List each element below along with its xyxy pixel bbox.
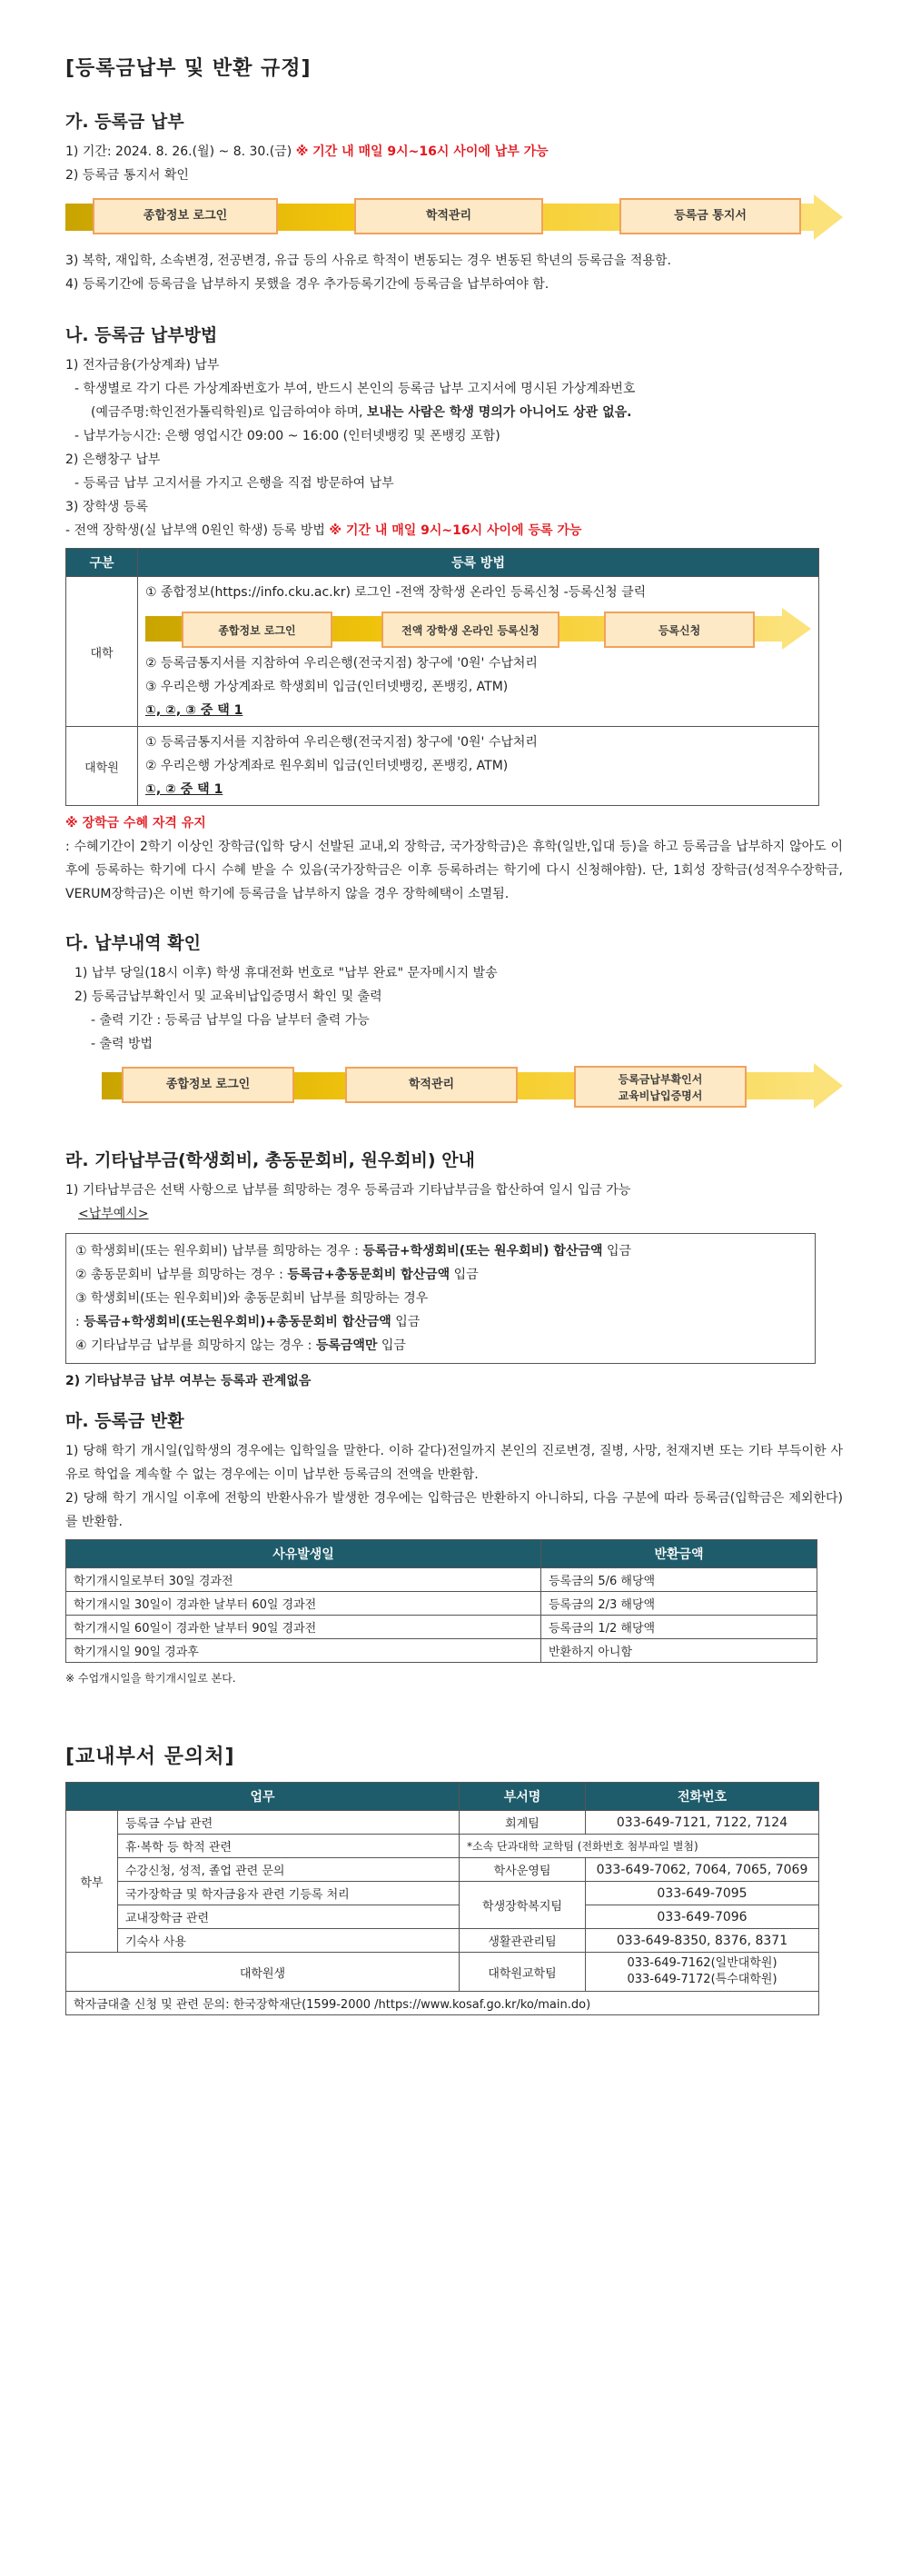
section-refund — [65, 1407, 843, 1690]
table-header: 사유발생일 — [66, 1540, 541, 1568]
table-row: 학부 등록금 수납 관련 회계팀 033-649-7121, 7122, 7124 — [66, 1811, 819, 1835]
table-row: 대학원생 대학원교학팀 033-649-7162(일반대학원) 033-649-7172(특수대학원) — [66, 1953, 819, 1992]
example-box: ① 학생회비(또는 원우회비) 납부를 희망하는 경우 : 등록금+학생회비(또는 원우회비) 합산금액 입금 ② 총동문회비 납부를 희망하는 경우 : 등록금+총동문회비 합산금액 입금 ③ 학생회비(또는 원우회비)와 총동문회비 납부를 희망하는 경우 : 등록금+학생회비(또는원우회비)+총동문회비 합산금액 입금 ④ 기타납부금 납부를 희망하지 않는 경우 : 등록금액만 입금 — [65, 1233, 816, 1364]
table-header: 전화번호 — [586, 1783, 819, 1811]
section-heading: 마. 등록금 반환 — [65, 1411, 184, 1431]
table-row: 교내장학금 관련 033-649-7096 — [66, 1905, 819, 1929]
list-item: 1) 전자금융(가상계좌) 납부 — [65, 358, 220, 373]
table-row: 학기개시일 60일이 경과한 날부터 90일 경과전 등록금의 1/2 해당액 — [66, 1616, 817, 1639]
scholarship-registration-table — [65, 548, 819, 806]
paragraph: 1) 당해 학기 개시일(입학생의 경우에는 입학일을 말한다. 이하 같다)전일까지 본인의 진로변경, 질병, 사망, 천재지변 또는 기타 부득이한 사유로 학업을 계속할 수 없는 경우에는 이미 납부한 등록금의 전액을 반환함. — [65, 1444, 843, 1482]
list-item: - 출력 방법 — [91, 1037, 153, 1051]
list-item: 4) 등록기간에 등록금을 납부하지 못했을 경우 추가등록기간에 등록금을 납부하여야 함. — [65, 277, 550, 292]
section-heading: 나. 등록금 납부방법 — [65, 325, 218, 345]
table-cell-text: ①, ② 중 택 1 — [145, 782, 223, 797]
refund-table — [65, 1539, 817, 1663]
table-header: 구분 — [66, 549, 138, 577]
table-cell-text: ② 우리은행 가상계좌로 원우회비 입금(인터넷뱅킹, 폰뱅킹, ATM) — [145, 759, 509, 773]
section-heading: 라. 기타납부금(학생회비, 총동문회비, 원우회비) 안내 — [65, 1150, 475, 1170]
flow-step: 학적관리 — [354, 198, 543, 234]
table-cell-text: ① 종합정보(https://info.cku.ac.kr) 로그인 -전액 장학생 온라인 등록신청 -등록신청 클릭 — [145, 585, 647, 600]
table-header: 부서명 — [460, 1783, 586, 1811]
table-cell-text: ② 등록금통지서를 지참하여 우리은행(전국지점) 창구에 '0원' 수납처리 — [145, 656, 538, 671]
list-item: 2) 은행창구 납부 — [65, 453, 161, 467]
table-row-label: 대학 — [66, 577, 138, 727]
flow-step: 전액 장학생 온라인 등록신청 — [381, 612, 559, 648]
list-item: 2) 등록금납부확인서 및 교육비납입증명서 확인 및 출력 — [74, 990, 382, 1004]
list-item: - 학생별로 각기 다른 가상계좌번호가 부여, 반드시 본인의 등록금 납부 고지서에 명시된 가상계좌번호 — [74, 382, 636, 396]
table-row: 국가장학금 및 학자금융자 관련 기등록 처리 학생장학복지팀 033-649-7095 — [66, 1882, 819, 1905]
table-row: 학기개시일 30일이 경과한 날부터 60일 경과전 등록금의 2/3 해당액 — [66, 1592, 817, 1616]
list-item: 3) 장학생 등록 — [65, 500, 148, 514]
table-header: 등록 방법 — [138, 549, 819, 577]
list-item: - 전액 장학생(실 납부액 0원인 학생) 등록 방법 ※ 기간 내 매일 9시~16시 사이에 등록 가능 — [65, 523, 582, 538]
flow-step: 등록금 통지서 — [619, 198, 801, 234]
contact-table — [65, 1782, 819, 2015]
list-item: 2) 기타납부금 납부 여부는 등록과 관계없음 — [65, 1374, 312, 1388]
flow-step: 등록신청 — [604, 612, 755, 648]
table-cell-text: ③ 우리은행 가상계좌로 학생회비 입금(인터넷뱅킹, 폰뱅킹, ATM) — [145, 680, 509, 694]
section-payment — [65, 108, 843, 296]
notice-flow-diagram — [65, 194, 843, 240]
example-label: <납부예시> — [78, 1207, 149, 1221]
group-label: 학부 — [66, 1811, 118, 1953]
notice-check: 2) 등록금 통지서 확인 — [65, 168, 189, 183]
table-cell-text: ①, ②, ③ 중 택 1 — [145, 703, 243, 718]
scholarship-flow-diagram — [145, 608, 811, 650]
flow-step: 종합정보 로그인 — [182, 612, 332, 648]
table-row: 기숙사 사용 생활관관리팀 033-649-8350, 8376, 8371 — [66, 1929, 819, 1953]
flow-step: 종합정보 로그인 — [122, 1067, 294, 1103]
contact-title: [교내부서 문의처] — [65, 1746, 235, 1768]
table-row: 학기개시일 90일 경과후 반환하지 아니함 — [66, 1639, 817, 1663]
table-cell-text: ① 등록금통지서를 지참하여 우리은행(전국지점) 창구에 '0원' 수납처리 — [145, 735, 538, 750]
payment-period: 1) 기간: 2024. 8. 26.(월) ~ 8. 30.(금) ※ 기간 내 매일 9시~16시 사이에 납부 가능 — [65, 144, 549, 159]
flow-step: 종합정보 로그인 — [93, 198, 278, 234]
list-item: 1) 납부 당일(18시 이후) 학생 휴대전화 번호로 "납부 완료" 문자메시지 발송 — [74, 966, 498, 980]
table-row — [66, 1992, 819, 2015]
scholarship-note-body: : 수혜기간이 2학기 이상인 장학금(입학 당시 선발된 교내,외 장학금, 국가장학금)은 휴학(일반,입대 등)을 하고 등록금을 납부하지 않아도 이후에 등록하는 학기에 다시 수혜 받을 수 있음(국가장학금은 이후 등록하려는 학기에 다시 신청해야함). 단, 1회성 장학금(성적우수장학금, VERUM장학금)은 이번 학기에 등록금을 납부하지 않을 경우 장학혜택이 소멸됨. — [65, 840, 843, 901]
list-item: - 출력 기간 : 등록금 납부일 다음 날부터 출력 가능 — [91, 1013, 370, 1028]
list-item: - 등록금 납부 고지서를 가지고 은행을 직접 방문하여 납부 — [74, 476, 394, 491]
section-payment-method — [65, 322, 843, 906]
list-item: (예금주명:학인전가톨릭학원)로 입금하여야 하며, 보내는 사람은 학생 명의가 아니어도 상관 없음. — [91, 405, 632, 420]
table-header: 업무 — [66, 1783, 460, 1811]
table-row: 학기개시일로부터 30일 경과전 등록금의 5/6 해당액 — [66, 1568, 817, 1592]
scholarship-note-title: ※ 장학금 수혜 자격 유지 — [65, 816, 206, 830]
section-heading: 다. 납부내역 확인 — [65, 933, 201, 953]
paragraph: 2) 당해 학기 개시일 이후에 전항의 반환사유가 발생한 경우에는 입학금은 반환하지 아니하되, 다음 구분에 따라 등록금(입학금은 제외한다)를 반환함. — [65, 1491, 843, 1529]
table-row: 수강신청, 성적, 졸업 관련 문의 학사운영팀 033-649-7062, 7064, 7065, 7069 — [66, 1858, 819, 1882]
list-item: - 납부가능시간: 은행 영업시간 09:00 ~ 16:00 (인터넷뱅킹 및 폰뱅킹 포함) — [74, 429, 500, 443]
table-row-label: 대학원 — [66, 727, 138, 806]
flow-step: 학적관리 — [345, 1067, 518, 1103]
payment-time-note: ※ 기간 내 매일 9시~16시 사이에 납부 가능 — [295, 144, 549, 159]
document — [65, 53, 843, 2015]
list-item: 3) 복학, 재입학, 소속변경, 전공변경, 유급 등의 사유로 학적이 변동되는 경우 변동된 학년의 등록금을 적용함. — [65, 254, 671, 268]
footnote: ※ 수업개시일을 학기개시일로 본다. — [65, 1672, 236, 1685]
loan-inquiry: 학자금대출 신청 및 관련 문의: 한국장학재단(1599-2000 /https://www.kosaf.go.kr/ko/main.do) — [66, 1992, 819, 2015]
table-header: 반환금액 — [541, 1540, 817, 1568]
list-item: 1) 기타납부금은 선택 사항으로 납부를 희망하는 경우 등록금과 기타납부금을 합산하여 일시 입금 가능 — [65, 1183, 631, 1198]
section-payment-check — [65, 930, 843, 1110]
table-row: 휴·복학 등 학적 관련 *소속 단과대학 교학팀 (전화번호 첨부파일 별첨) — [66, 1835, 819, 1858]
document-title: [등록금납부 및 반환 규정] — [65, 57, 312, 80]
flow-step: 등록금납부확인서 교육비납입증명서 — [574, 1066, 747, 1108]
certificate-flow-diagram — [102, 1063, 843, 1110]
section-heading: 가. 등록금 납부 — [65, 112, 184, 132]
section-other-fees — [65, 1147, 843, 1393]
